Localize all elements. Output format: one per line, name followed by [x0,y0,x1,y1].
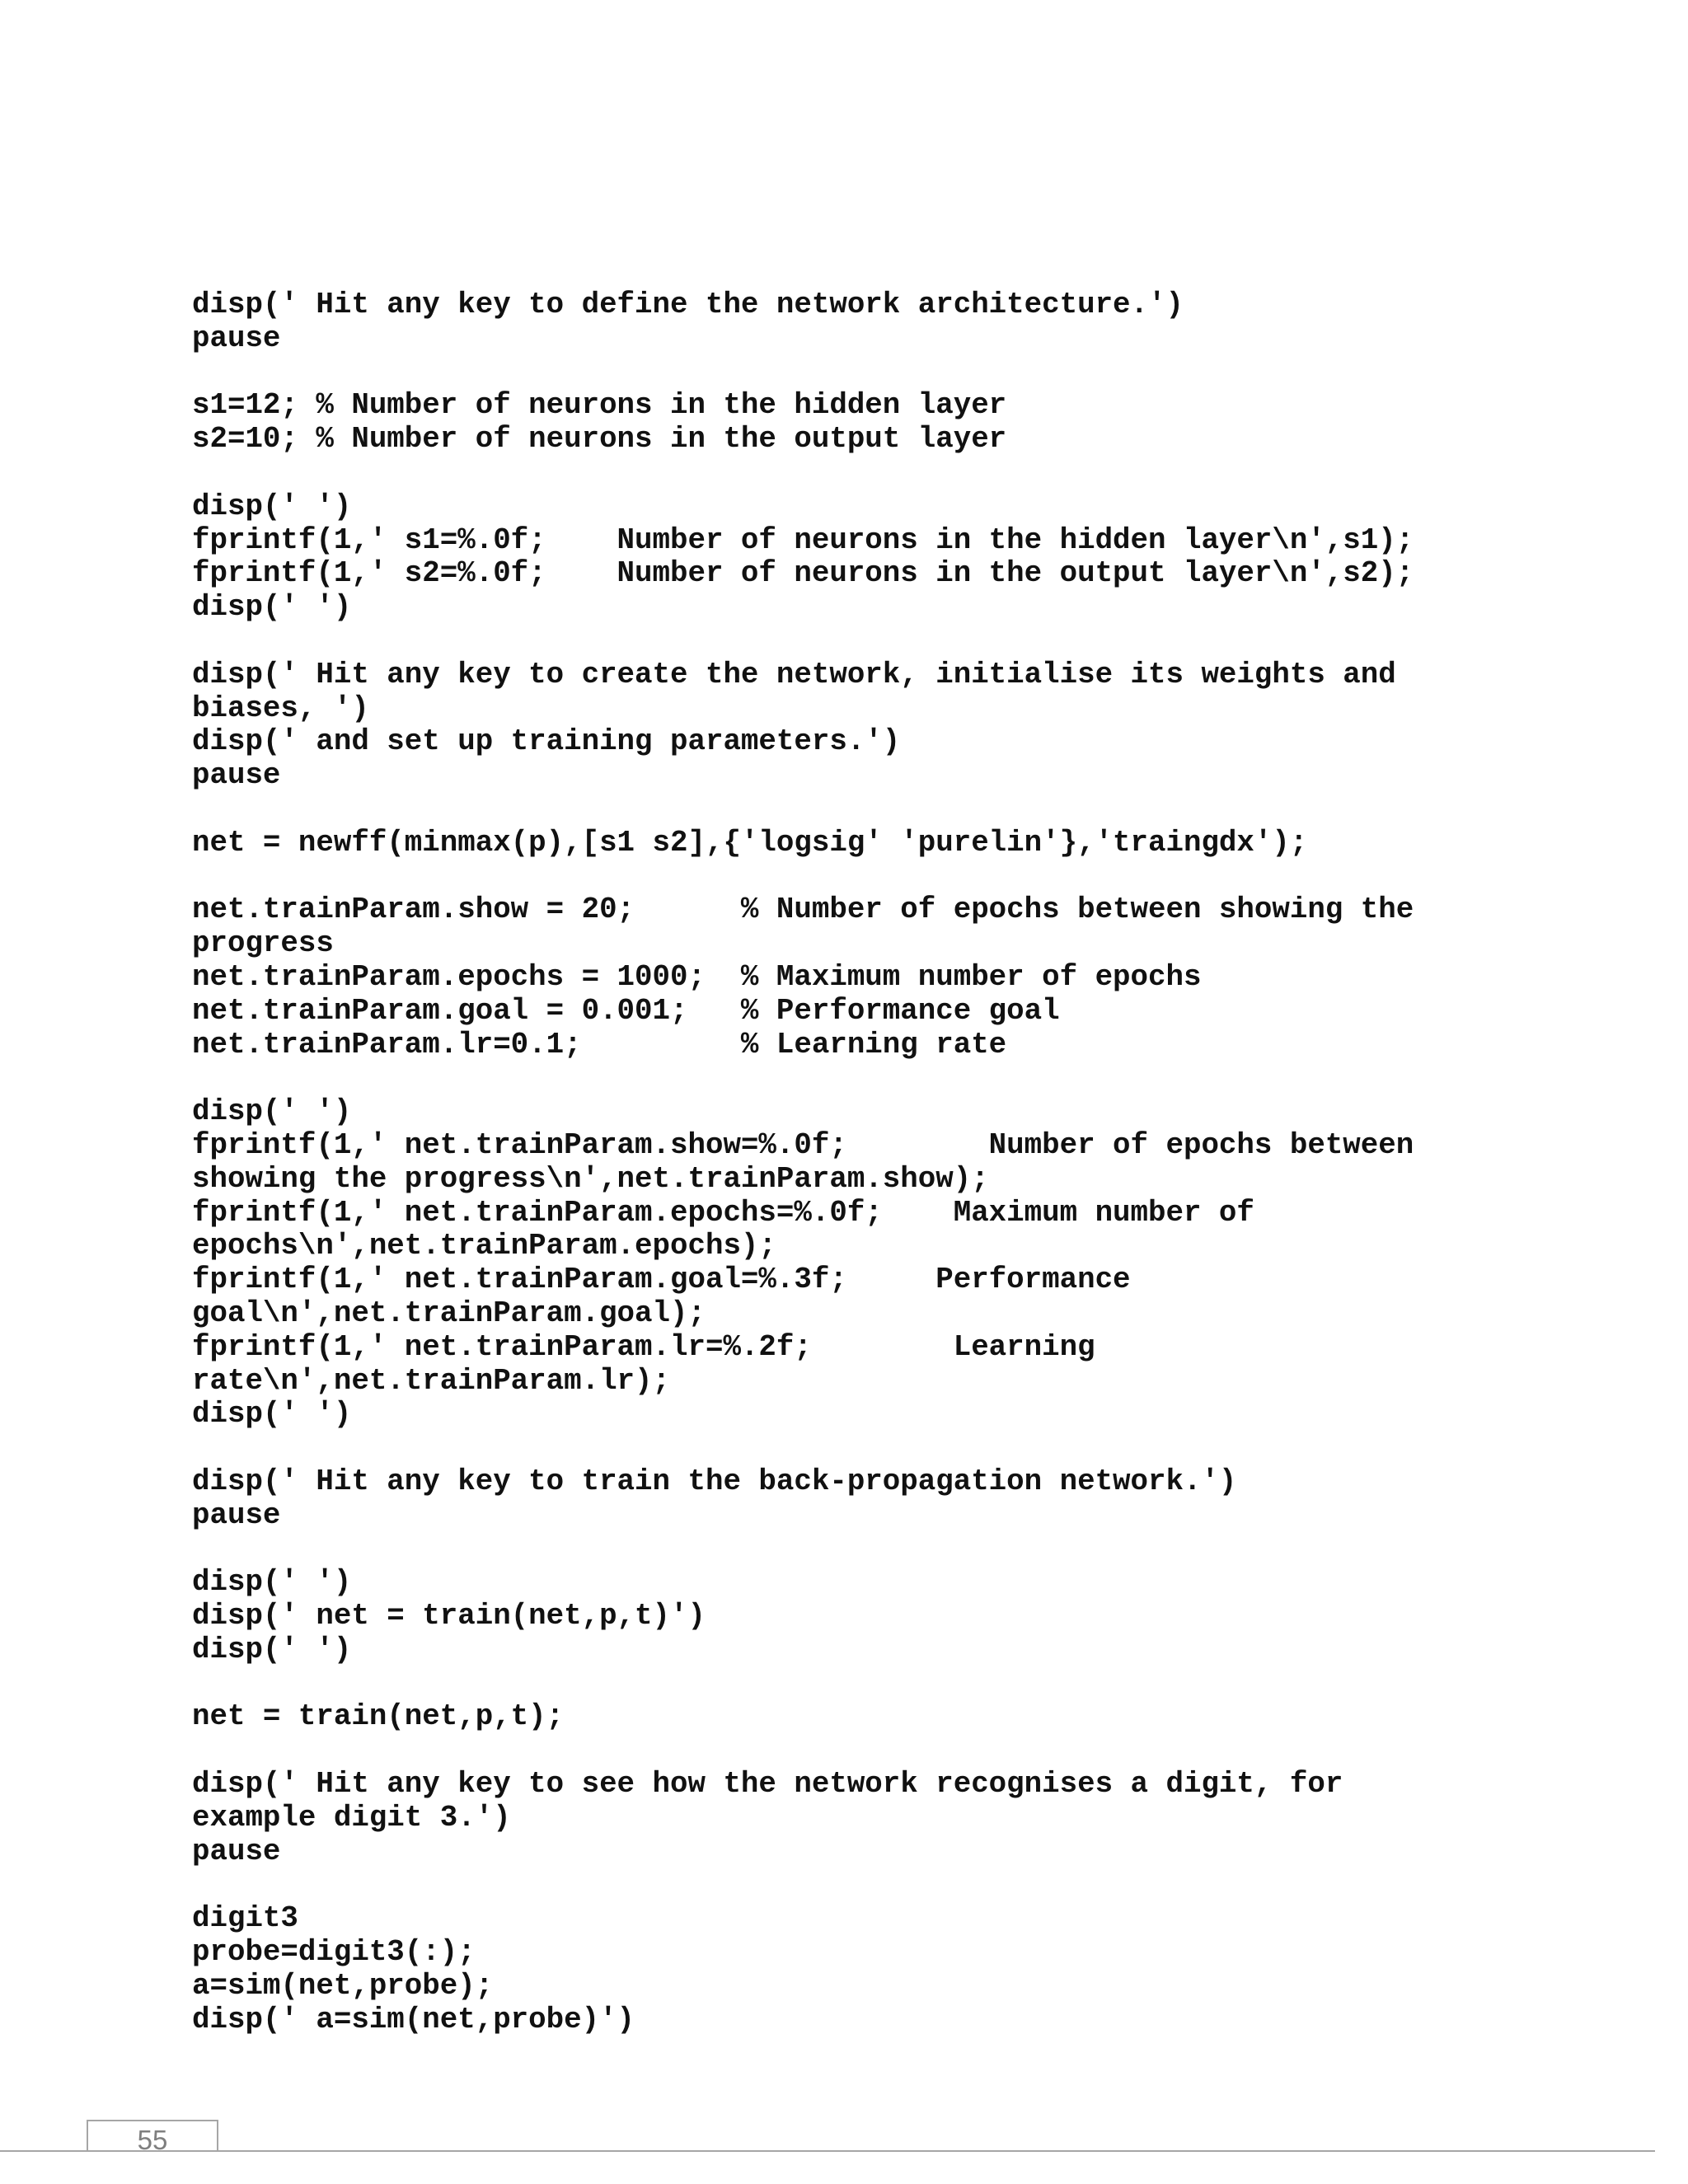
code-line: pause [192,321,281,355]
code-line: pause [192,758,281,793]
code-line: fprintf(1,' net.trainParam.show=%.0f; Number of epochs between [192,1127,1414,1162]
code-line: progress [192,926,334,961]
code-line: probe=digit3(:); [192,1935,476,1970]
code-line: net.trainParam.show = 20; % Number of epochs between showing the [192,893,1414,927]
code-listing [192,288,1659,2036]
blank-line [192,793,1659,827]
code-line: a=sim(net,probe); [192,1968,494,2003]
blank-line [192,356,1659,390]
code-line: disp(' and set up training parameters.') [192,724,901,759]
code-line: net = newff(minmax(p),[s1 s2],{'logsig' 'purelin'},'traingdx'); [192,825,1308,860]
code-line: pause [192,1834,281,1868]
code-line: disp(' Hit any key to create the network, initialise its weights and [192,657,1396,691]
code-line: fprintf(1,' net.trainParam.epochs=%.0f; Maximum number of [192,1195,1254,1230]
blank-line [192,1432,1659,1465]
code-line: disp(' ') [192,590,352,625]
code-line: goal\n',net.trainParam.goal); [192,1296,706,1330]
code-line: net.trainParam.epochs = 1000; % Maximum number of epochs [192,959,1202,994]
code-line: pause [192,1497,281,1532]
code-line: s2=10; % Number of neurons in the output layer [192,422,1007,457]
blank-line [192,1062,1659,1095]
blank-line [192,625,1659,658]
blank-line [192,1532,1659,1566]
footer-rule [0,2150,1655,2152]
code-line: net = train(net,p,t); [192,1699,565,1734]
code-line: epochs\n',net.trainParam.epochs); [192,1229,776,1263]
blank-line [192,860,1659,894]
code-line: fprintf(1,' net.trainParam.goal=%.3f; Performance [192,1263,1131,1297]
code-line: net.trainParam.lr=0.1; % Learning rate [192,1027,1007,1062]
code-line: disp(' ') [192,1632,352,1666]
code-line: disp(' a=sim(net,probe)') [192,2002,635,2036]
code-line: fprintf(1,' net.trainParam.lr=%.2f; Learning [192,1329,1095,1364]
code-line: rate\n',net.trainParam.lr); [192,1363,671,1398]
page-number: 55 [137,2125,168,2155]
code-line: disp(' Hit any key to define the network architecture.') [192,288,1184,321]
code-line: showing the progress\n',net.trainParam.show); [192,1161,989,1196]
code-line: disp(' ') [192,1094,352,1129]
code-line: disp(' ') [192,489,352,523]
code-line: s1=12; % Number of neurons in the hidden layer [192,388,1007,423]
code-line: disp(' ') [192,1397,352,1432]
code-line: net.trainParam.goal = 0.001; % Performance goal [192,993,1060,1028]
code-line: fprintf(1,' s1=%.0f; Number of neurons in the hidden layer\n',s1); [192,523,1414,557]
code-line: digit3 [192,1901,298,1936]
blank-line [192,1734,1659,1768]
blank-line [192,1667,1659,1701]
code-line: biases, ') [192,691,369,725]
code-line: disp(' Hit any key to see how the network recognises a digit, for [192,1767,1343,1802]
blank-line [192,457,1659,490]
blank-line [192,1868,1659,1902]
code-line: example digit 3.') [192,1800,511,1835]
code-line: disp(' net = train(net,p,t)') [192,1599,706,1633]
code-line: fprintf(1,' s2=%.0f; Number of neurons in the output layer\n',s2); [192,556,1414,591]
code-line: disp(' ') [192,1565,352,1600]
code-line: disp(' Hit any key to train the back-propagation network.') [192,1464,1237,1498]
